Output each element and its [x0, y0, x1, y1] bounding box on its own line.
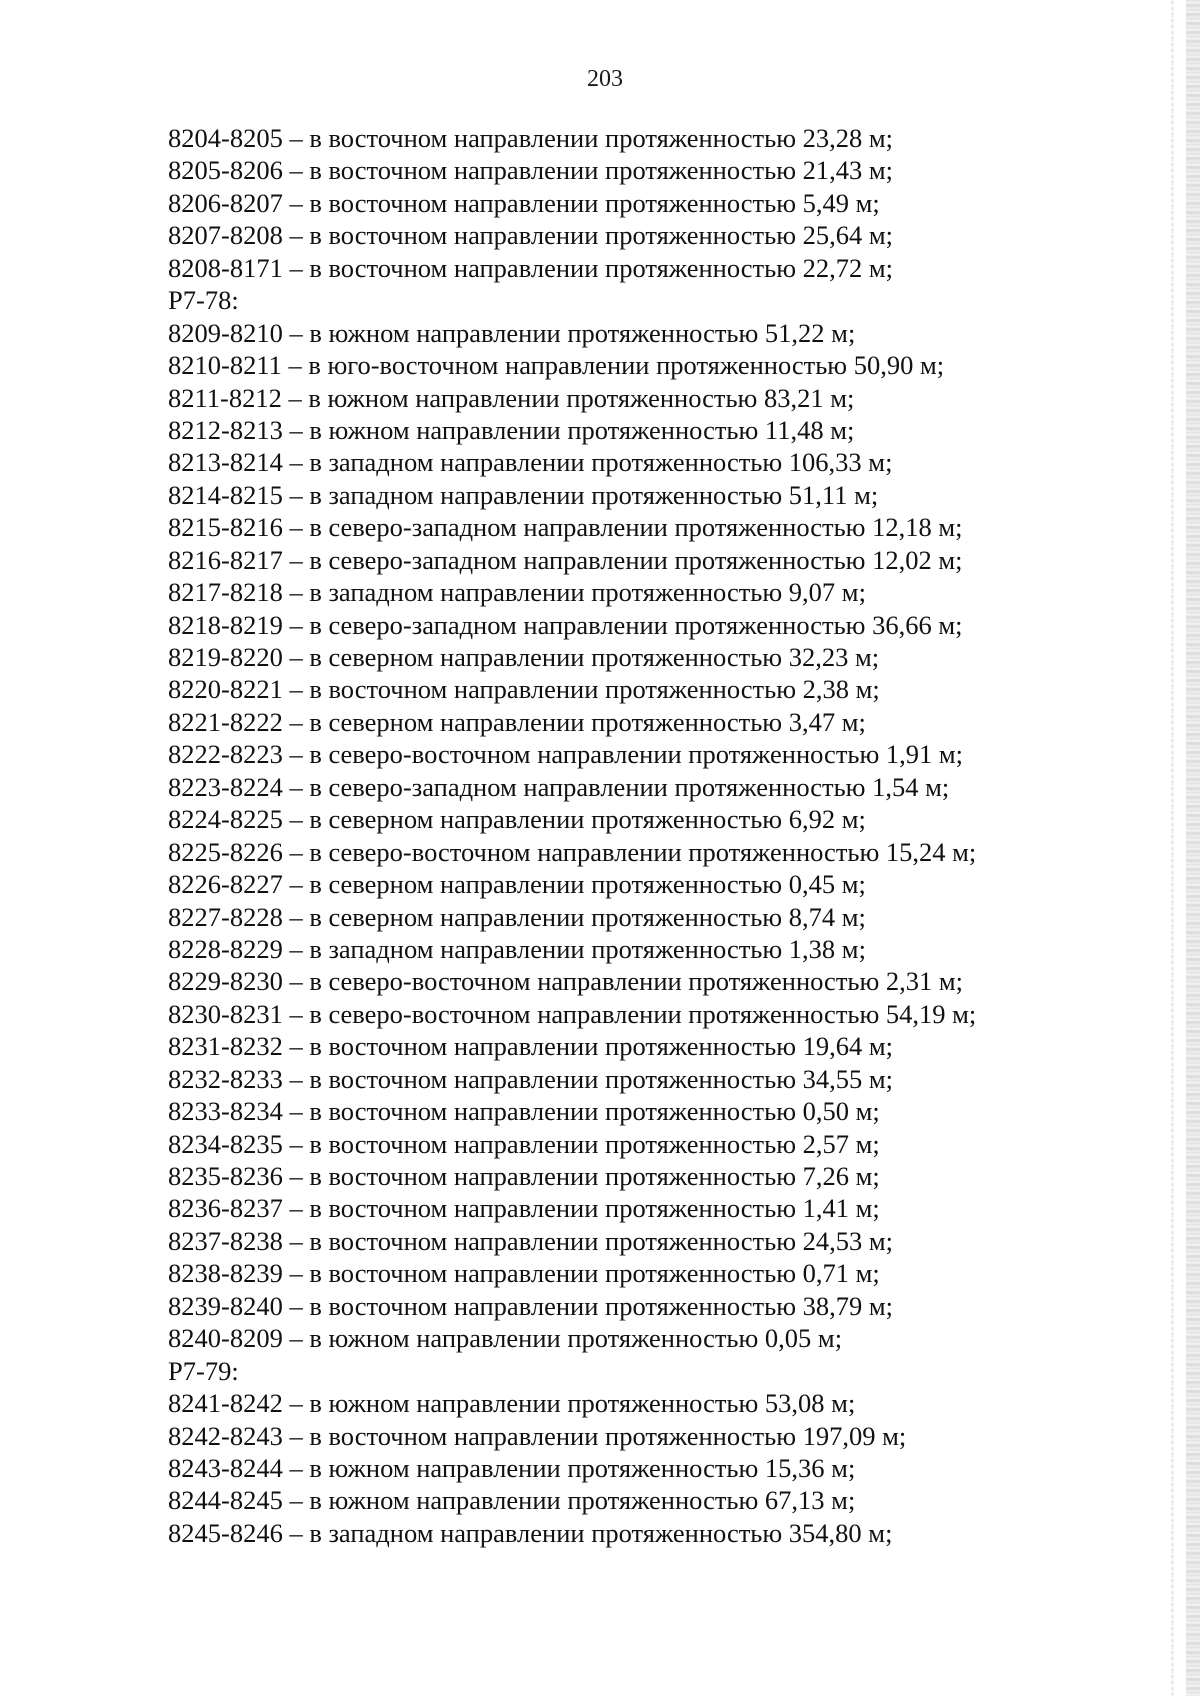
boundary-segment-line: 8206-8207 – в восточном направлении протяженностью 5,49 м; [168, 187, 880, 218]
boundary-segment-line: 8244-8245 – в южном направлении протяженностью 67,13 м; [168, 1485, 856, 1516]
boundary-segment-line: 8204-8205 – в восточном направлении протяженностью 23,28 м; [168, 123, 893, 153]
boundary-segment-line: 8240-8209 – в южном направлении протяженностью 0,05 м; [168, 1323, 843, 1354]
boundary-segment-line: 8238-8239 – в восточном направлении протяженностью 0,71 м; [168, 1258, 880, 1289]
boundary-segment-line: 8220-8221 – в восточном направлении протяженностью 2,38 м; [168, 674, 880, 705]
boundary-segment-line: 8219-8220 – в северном направлении протяженностью 32,23 м; [168, 642, 880, 672]
boundary-segment-line: 8213-8214 – в западном направлении протяженностью 106,33 м; [168, 447, 893, 478]
boundary-segment-line: 8229-8230 – в северо-восточном направлении протяженностью 2,31 м; [168, 966, 964, 997]
boundary-segment-line: 8221-8222 – в северном направлении протяженностью 3,47 м; [168, 706, 866, 737]
boundary-segment-line: 8212-8213 – в южном направлении протяженностью 11,48 м; [168, 414, 855, 445]
boundary-segment-line: 8226-8227 – в северном направлении протяженностью 0,45 м; [168, 869, 866, 900]
boundary-segment-line: 8215-8216 – в северо-западном направлении протяженностью 12,18 м; [168, 512, 963, 543]
boundary-segment-line: 8235-8236 – в восточном направлении протяженностью 7,26 м; [168, 1161, 880, 1191]
boundary-segment-line: 8241-8242 – в южном направлении протяженностью 53,08 м; [168, 1388, 856, 1419]
boundary-segment-line: 8227-8228 – в северном направлении протяженностью 8,74 м; [168, 901, 866, 932]
scan-edge-artifact-inner [1171, 0, 1174, 1696]
boundary-segment-line: 8225-8226 – в северо-восточном направлении протяженностью 15,24 м; [168, 836, 977, 867]
boundary-segment-line: 8218-8219 – в северо-западном направлении протяженностью 36,66 м; [168, 609, 963, 640]
boundary-segment-line: 8242-8243 – в восточном направлении протяженностью 197,09 м; [168, 1420, 907, 1451]
scan-edge-artifact [1186, 0, 1200, 1696]
boundary-segment-line: 8232-8233 – в восточном направлении протяженностью 34,55 м; [168, 1063, 893, 1094]
boundary-segment-line: 8237-8238 – в восточном направлении протяженностью 24,53 м; [168, 1225, 893, 1256]
boundary-segment-line: 8217-8218 – в западном направлении протяженностью 9,07 м; [168, 577, 866, 608]
boundary-segment-line: 8233-8234 – в восточном направлении протяженностью 0,50 м; [168, 1096, 880, 1127]
boundary-segment-line: 8210-8211 – в юго-восточном направлении протяженностью 50,90 м; [168, 350, 945, 381]
boundary-segment-line: 8230-8231 – в северо-восточном направлении протяженностью 54,19 м; [168, 998, 977, 1029]
boundary-segment-line: 8228-8229 – в западном направлении протяженностью 1,38 м; [168, 933, 866, 964]
boundary-segment-line: 8222-8223 – в северо-восточном направлении протяженностью 1,91 м; [168, 739, 964, 770]
boundary-segment-line: 8239-8240 – в восточном направлении протяженностью 38,79 м; [168, 1290, 893, 1321]
section-heading: Р7-79: [168, 1355, 239, 1386]
boundary-segment-line: 8208-8171 – в восточном направлении протяженностью 22,72 м; [168, 252, 893, 283]
boundary-segment-line: 8214-8215 – в западном направлении протяженностью 51,11 м; [168, 479, 879, 510]
boundary-segment-line: 8209-8210 – в южном направлении протяженностью 51,22 м; [168, 317, 856, 348]
boundary-segment-line: 8231-8232 – в восточном направлении протяженностью 19,64 м; [168, 1031, 893, 1062]
boundary-segment-line: 8216-8217 – в северо-западном направлении протяженностью 12,02 м; [168, 544, 963, 575]
boundary-segment-line: 8234-8235 – в восточном направлении протяженностью 2,57 м; [168, 1128, 880, 1159]
section-heading: Р7-78: [168, 285, 239, 316]
boundary-segment-line: 8205-8206 – в восточном направлении протяженностью 21,43 м; [168, 155, 893, 186]
boundary-segment-line: 8207-8208 – в восточном направлении протяженностью 25,64 м; [168, 220, 893, 251]
boundary-description-list [168, 122, 1098, 1549]
page-number: 203 [587, 66, 623, 92]
boundary-segment-line: 8245-8246 – в западном направлении протяженностью 354,80 м; [168, 1517, 893, 1548]
boundary-segment-line: 8243-8244 – в южном направлении протяженностью 15,36 м; [168, 1452, 856, 1483]
boundary-segment-line: 8224-8225 – в северном направлении протяженностью 6,92 м; [168, 804, 866, 835]
boundary-segment-line: 8223-8224 – в северо-западном направлении протяженностью 1,54 м; [168, 771, 950, 802]
boundary-segment-line: 8211-8212 – в южном направлении протяженностью 83,21 м; [168, 382, 855, 413]
boundary-segment-line: 8236-8237 – в восточном направлении протяженностью 1,41 м; [168, 1193, 880, 1224]
